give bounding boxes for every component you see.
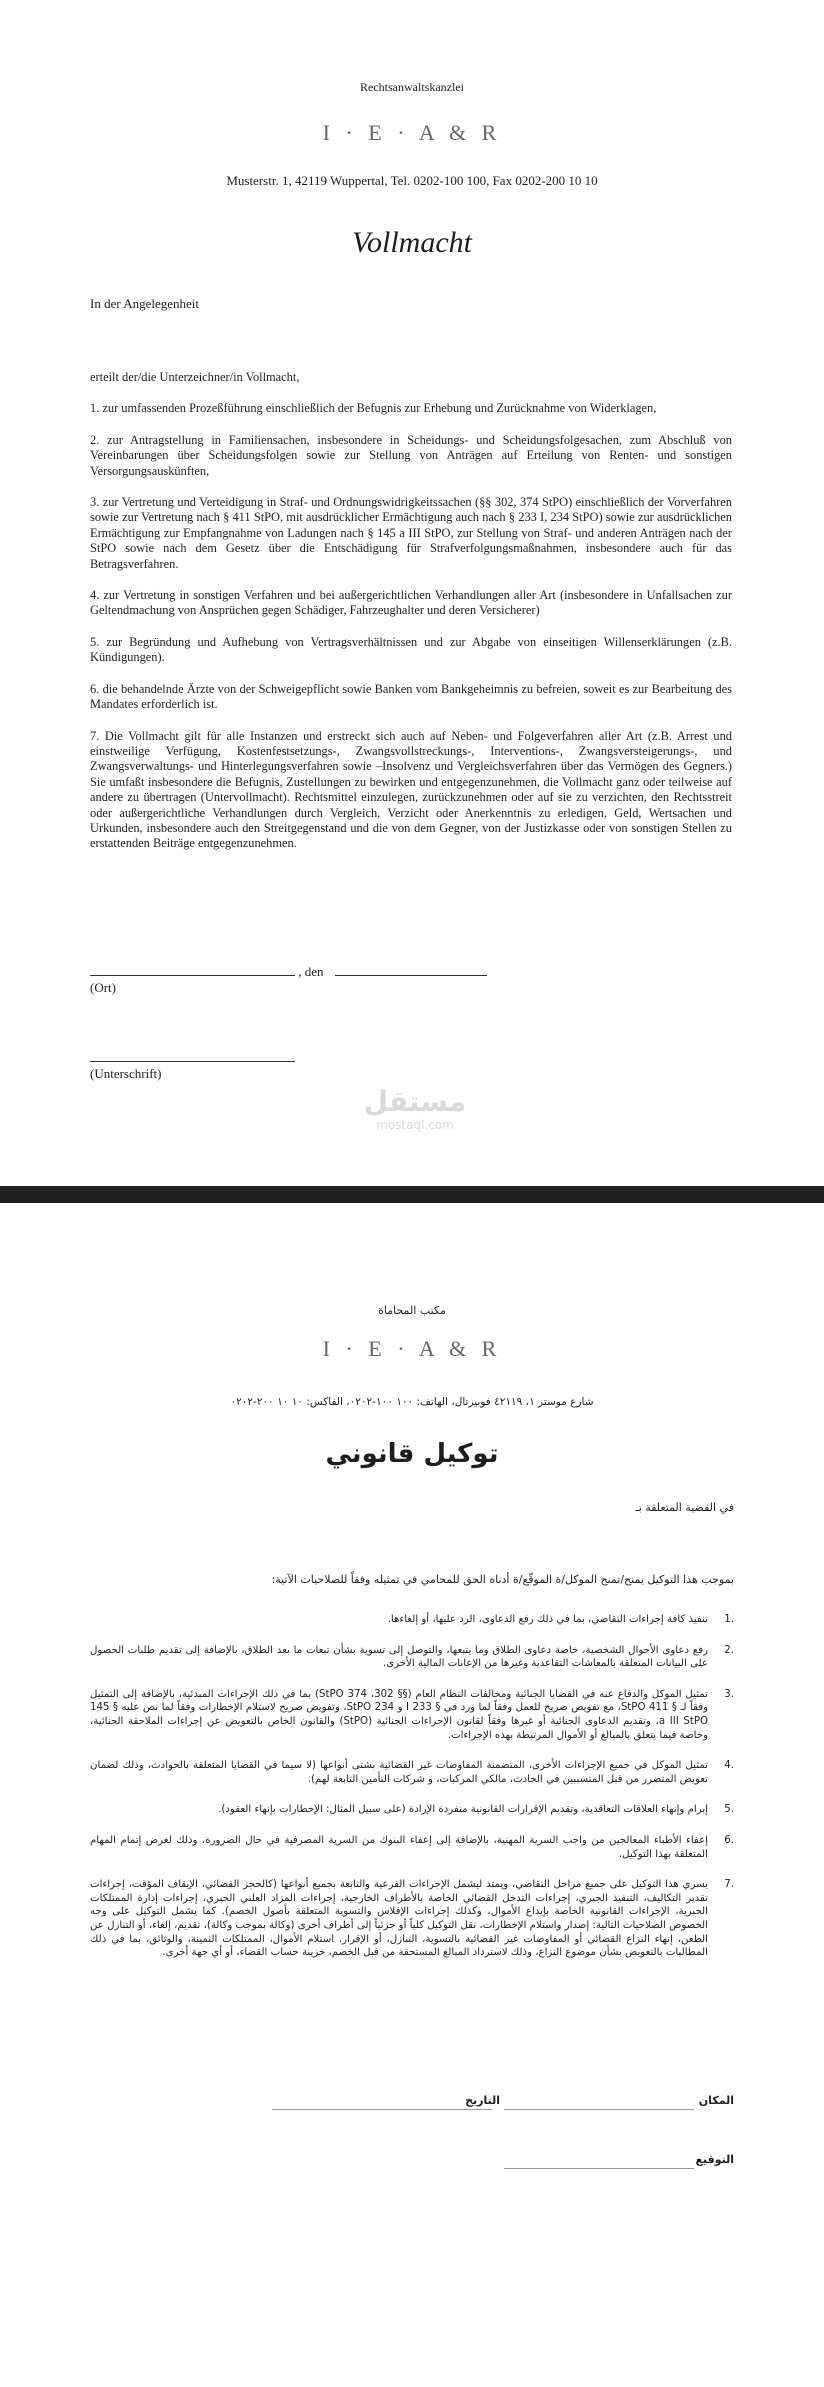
clause-1: 1. zur umfassenden Prozeßführung einschließlich der Befugnis zur Erhebung und Zurücknahme von Widerklagen, — [90, 401, 657, 416]
clause-text: يسري هذا التوكيل على جميع مراحل التقاضي، ويمتد ليشمل الإجراءات الفرعية والتابعة بجميع أنواعها (كالحجز القضائي، الإيقاف المؤقت، إجراءات تقدير التكاليف، التنفيذ الجبري، إجراءات التدخل القضائي الخاصة بالأطراف الخارجية، إجراءات المزاد العلني الجبري، إجراءات إدارة الممتلكات الجبرية، الإجراءات القانونية الخاصة بإيداع الأموال، وكذلك إجراءات الإفلاس والتسوية المتعلقة بأصول الخصم). كما يشمل التوكيل على وجه الخصوص الصلاحيات التالية: إصدار واستلام الإخطارات، نقل التوكيل كلياً أو جزئياً إلى أطراف أخرى (وكالة بموجب وكالة)، تقديم، إلغاء، أو التنازل عن الطعن، إنهاء النزاع القضائي أو المفاوضات غير القضائية بالتسوية، التنازل، أو الإقرار. استلام الأموال، الممتلكات الثمينة، والوثائق، بما في ذلك المطالبات بالتعويض بشأن موضوع النزاع، وذلك لاسترداد المبالغ المستحقة من قبل الخصم، خزينة حساب القضاء، أو أي جهة أخرى. — [90, 1879, 708, 1959]
firm-logo-arabic: I · E · A & R — [322, 1336, 502, 1361]
document-title-arabic: توكيل قانوني — [325, 1439, 499, 1469]
signature-line-arabic — [504, 2168, 694, 2169]
clause-number: .6 — [724, 1834, 734, 1846]
signature-line — [90, 1050, 295, 1062]
firm-logo: I · E · A & R — [322, 120, 502, 145]
date-label-arabic: التاريخ — [465, 2094, 500, 2107]
arabic-document-page — [0, 1203, 824, 2387]
clause-5: 5. zur Begründung und Aufhebung von Vertragsverhältnissen und zur Abgabe von einseitigen Willenserklärungen (z.B. Kündigungen). — [90, 634, 732, 665]
clause-text: تنفيذ كافة إجراءات التقاضي، بما في ذلك رفع الدعاوى، الرد عليها، أو إلغاءها. — [387, 1614, 708, 1625]
clause-4: 4. zur Vertretung in sonstigen Verfahren und bei außergerichtlichen Verhandlungen aller Art (insbesondere in Unfallsachen zur Geltendmachung von Ansprüchen gegen Schädiger, Fahrzeughalter und deren Versicherer) — [90, 588, 732, 618]
german-document-page — [0, 0, 824, 1186]
watermark — [355, 1086, 475, 1132]
list-item — [90, 1644, 734, 1671]
firm-name: Rechtsanwaltskanzlei — [360, 80, 464, 94]
place-label-arabic: المكان — [698, 2094, 734, 2107]
place-date-row — [90, 964, 487, 980]
place-line-arabic — [504, 2109, 694, 2110]
place-label: (Ort) — [90, 980, 116, 995]
intro-text-arabic: بموجب هذا التوكيل يمنح/تمنح الموكل/ة الموقّع/ة أدناه الحق للمحامي في تمثيله وفقاً للصلاحيات الآتية: — [271, 1573, 734, 1586]
clause-number: .3 — [724, 1688, 734, 1700]
power-of-attorney-body — [90, 370, 732, 868]
page-separator — [0, 1186, 824, 1203]
watermark-latin: mostaql.com — [376, 1118, 454, 1132]
intro-text: erteilt der/die Unterzeichner/in Vollmacht, — [90, 370, 300, 384]
firm-address: Musterstr. 1, 42119 Wuppertal, Tel. 0202-100 100, Fax 0202-200 10 10 — [226, 173, 598, 188]
clause-text: رفع دعاوى الأحوال الشخصية، خاصة دعاوى الطلاق وما يتبعها، والتوصل إلى تسوية بشأن تبعات ما بعد الطلاق، بالإضافة إلى تقديم طلبات الحصول على البيانات المتعلقة بالمعاشات التقاعدية وغيرها من الإعانات المالية الأخرى. — [90, 1644, 708, 1670]
list-item — [90, 1834, 734, 1861]
clause-7: 7. Die Vollmacht gilt für alle Instanzen und erstreckt sich auch auf Neben- und Folgeverfahren aller Art (z.B. Arrest und einstweilige Verfügung, Kostenfestsetzungs-, Zwangsvollstreckungs-, Interventions-, Zwangsversteigerungs-, und Zwangsverwaltungs- und Hinterlegungsverfahren sowie –Insolvenz und Vergleichsverfahren über das Vermögen des Gegners.) Sie umfaßt insbesondere die Befugnis, Zustellungen zu bewirken und entgegenzunehmen, die Vollmacht ganz oder teilweise auf andere zu übertragen (Untervollmacht). Rechtsmittel einzulegen, zurückzunehmen oder auf sie zu verzichten, den Rechtsstreit oder außergerichtliche Verhandlungen durch Vergleich, Verzicht oder Anerkenntnis zu erledigen, Geld, Wertsachen und Urkunden, insbesondere auch den Streitgegenstand und die von dem Gegner, von der Justizkasse oder von sonstigen Stellen zu erstattenden Beiträge entgegenzunehmen. — [90, 728, 732, 851]
signature-label-arabic: التوقيع — [695, 2153, 734, 2166]
watermark-arabic: مستقل — [363, 1085, 467, 1118]
date-line-arabic — [272, 2109, 492, 2110]
clause-text: تمثيل الموكل والدفاع عنه في القضايا الجنائية ومخالفات النظام العام (§§ 302، 374 StPO) بما في ذلك الإجراءات المبدئية، بالإضافة إلى التمثيل وفقاً لـ § 411 StPO، مع تفويض صريح للعمل وفقاً لما ورد في § 233 I و 234 StPO، وتفويض صريح لاستلام الإخطارات وفقاً لما نص عليه § 145 a III StPO، وتقديم الدعاوى الجنائية أو غيرها وفقاً لقانون الإجراءات الجنائية (StPO) والقانون الخاص بالتعويض عن إجراءات الملاحقة الجنائية، وخاصة فيما يتعلق بالمبالغ أو الأموال المرتبطة بهذه الإجراءات. — [90, 1688, 708, 1741]
list-item — [90, 1803, 734, 1817]
clauses-list-arabic — [90, 1613, 734, 1977]
clause-number: .5 — [724, 1804, 734, 1816]
place-line — [90, 964, 295, 976]
clause-text: تمثيل الموكل في جميع الإجراءات الأخرى، المتضمنة المفاوضات غير القضائية بشتى أنواعها (لا سيما في القضايا المتعلقة بالحوادث، وذلك لضمان تعويض المتضرر من قبل المتسببين في الحادث، مالكي المركبات، و شركات التأمين التابعة لهم). — [90, 1760, 708, 1785]
clause-text: إبرام وإنهاء العلاقات التعاقدية، وتقديم الإقرارات القانونية منفردة الإرادة (على سبيل المثال: الإخطارات بإنهاء العقود). — [218, 1804, 708, 1816]
date-line — [335, 964, 487, 976]
list-item — [90, 1759, 734, 1786]
matter-label: In der Angelegenheit — [90, 296, 200, 311]
firm-name-arabic: مكتب المحاماة — [378, 1304, 446, 1317]
document-title: Vollmacht — [352, 226, 472, 259]
clause-number: .7 — [724, 1879, 734, 1891]
signature-row — [90, 1050, 295, 1066]
matter-label-arabic: في القضية المتعلقة بـ — [635, 1501, 734, 1514]
clause-number: .2 — [724, 1644, 734, 1656]
list-item — [90, 1613, 734, 1627]
list-item — [90, 1688, 734, 1742]
clause-number: .4 — [724, 1760, 734, 1772]
clause-2: 2. zur Antragstellung in Familiensachen, insbesondere in Scheidungs- und Scheidungsfolgesachen, zum Abschluß von Vereinbarungen über Scheidungsfolgen sowie zur Stellung von Anträgen auf Erteilung von Renten- und sonstigen Versorgungsauskünften, — [90, 432, 732, 478]
clause-3: 3. zur Vertretung und Verteidigung in Straf- und Ordnungswidrigkeitssachen (§§ 302, 374 StPO) einschließlich der Vorverfahren sowie zur Vertretung nach § 411 StPO, mit ausdrücklicher Ermächtigung auch nach § 233 I, 234 StPO) sowie zur ausdrücklichen Ermächtigung zur Empfangnahme von Ladungen nach § 145 a III StPO, zur Stellung von Straf- und anderen Anträgen nach der StPO sowie nach dem Gesetz über die Entschädigung für Strafverfolgungsmaßnahmen, insbesondere auch für das Betragsverfahren. — [90, 495, 732, 571]
clause-number: .1 — [724, 1614, 734, 1625]
clause-text: إعفاء الأطباء المعالجين من واجب السرية المهنية، بالإضافة إلى إعفاء البنوك من السرية المصرفية في حال الضرورة، وذلك لغرض إتمام المهام المتعلقة بهذا التوكيل. — [90, 1834, 708, 1860]
list-item — [90, 1878, 734, 1960]
firm-address-arabic: شارع موستر ١، ٤٢١١٩ فوبيرتال، الهاتف: ١٠٠ ١٠٠-٠٢٠٢، الفاكس: ١٠ ١٠ ٢٠٠-٠٢٠٢ — [230, 1396, 594, 1408]
date-separator: , den — [298, 964, 324, 979]
clause-6: 6. die behandelnde Ärzte von der Schweigepflicht sowie Banken vom Bankgeheimnis zu befreien, soweit es zur Bearbeitung des Mandates erforderlich ist. — [90, 681, 732, 712]
signature-label: (Unterschrift) — [90, 1066, 162, 1081]
